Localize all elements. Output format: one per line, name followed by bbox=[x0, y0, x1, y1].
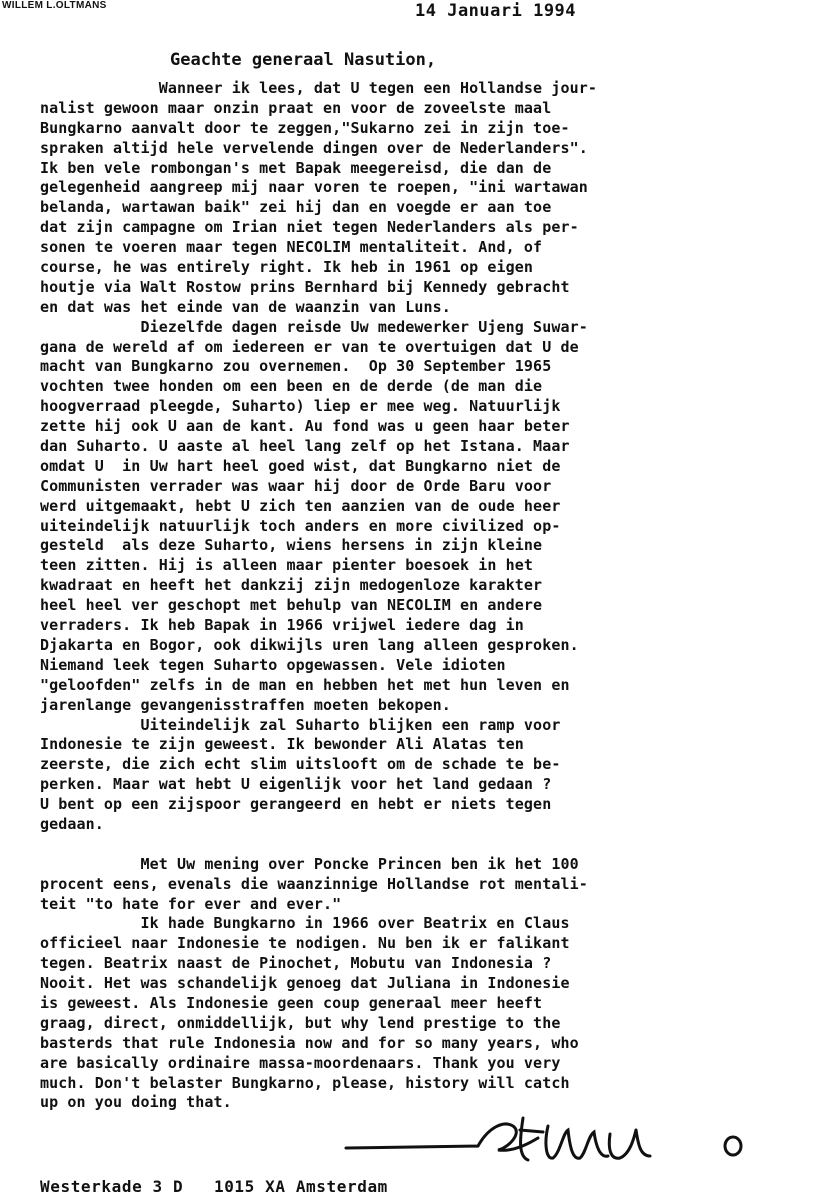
salutation: Geachte generaal Nasution, bbox=[170, 50, 437, 70]
body-line: kwadraat en heeft het dankzij zijn medogenloze karakter bbox=[40, 576, 543, 595]
letter-body bbox=[40, 79, 810, 1113]
body-line: hoogverraad pleegde, Suharto) liep er mee weg. Natuurlijk bbox=[40, 397, 561, 416]
body-line: Ik ben vele rombongan's met Bapak meegereisd, die dan de bbox=[40, 158, 552, 177]
body-line: gelegenheid aangreep mij naar voren te roepen, "ini wartawan bbox=[40, 178, 588, 197]
body-line: "geloofden" zelfs in de man en hebben het met hun leven en bbox=[40, 675, 570, 694]
body-line: Wanneer ik lees, dat U tegen een Hollandse jour- bbox=[40, 79, 597, 97]
body-line: up on you doing that. bbox=[40, 1093, 232, 1112]
body-line: uiteindelijk natuurlijk toch anders en more civilized op- bbox=[40, 516, 561, 535]
body-line: Bungkarno aanvalt door te zeggen,"Sukarno zei in zijn toe- bbox=[40, 118, 570, 137]
body-line: Uiteindelijk zal Suharto blijken een ramp voor bbox=[40, 715, 561, 734]
body-line: werd uitgemaakt, hebt U zich ten aanzien van de oude heer bbox=[40, 496, 561, 515]
body-line: basterds that rule Indonesia now and for so many years, who bbox=[40, 1033, 579, 1052]
body-line: macht van Bungkarno zou overnemen. Op 30 September 1965 bbox=[40, 357, 552, 376]
body-line: U bent op een zijspoor gerangeerd en hebt er niets tegen bbox=[40, 795, 552, 814]
body-line: gesteld als deze Suharto, wiens hersens in zijn kleine bbox=[40, 536, 543, 555]
body-line: dat zijn campagne om Irian niet tegen Nederlanders als per- bbox=[40, 218, 579, 237]
body-line: jarenlange gevangenisstraffen moeten bekopen. bbox=[40, 695, 451, 714]
body-line: en dat was het einde van de waanzin van Luns. bbox=[40, 297, 451, 316]
body-line: zeerste, die zich echt slim uitslooft om de schade te be- bbox=[40, 755, 561, 774]
body-line: is geweest. Als Indonesie geen coup generaal meer heeft bbox=[40, 993, 543, 1012]
body-line: gedaan. bbox=[40, 814, 104, 833]
body-line: zette hij ook U aan de kant. Au fond was u geen haar beter bbox=[40, 417, 570, 436]
body-line: heel heel ver geschopt met behulp van NECOLIM en andere bbox=[40, 596, 543, 615]
body-line: Met Uw mening over Poncke Princen ben ik het 100 bbox=[40, 854, 579, 873]
body-line: Ik hade Bungkarno in 1966 over Beatrix en Claus bbox=[40, 914, 570, 933]
body-line: perken. Maar wat hebt U eigenlijk voor het land gedaan ? bbox=[40, 775, 552, 794]
body-line: vochten twee honden om een been en de derde (de man die bbox=[40, 377, 543, 396]
body-line: graag, direct, onmiddellijk, but why lend prestige to the bbox=[40, 1013, 561, 1032]
body-line: course, he was entirely right. Ik heb in 1961 op eigen bbox=[40, 258, 534, 277]
body-line: gana de wereld af om iedereen er van te overtuigen dat U de bbox=[40, 337, 579, 356]
body-line: procent eens, evenals die waanzinnige Hollandse rot mentali- bbox=[40, 874, 588, 893]
body-line: are basically ordinaire massa-moordenaars. Thank you very bbox=[40, 1053, 561, 1072]
handwritten-signature bbox=[338, 1108, 778, 1180]
body-line: verraders. Ik heb Bapak in 1966 vrijwel iedere dag in bbox=[40, 616, 524, 635]
body-line: dan Suharto. U aaste al heel lang zelf op het Istana. Maar bbox=[40, 437, 570, 456]
body-line: belanda, wartawan baik" zei hij dan en voegde er aan toe bbox=[40, 198, 552, 217]
body-line: Djakarta en Bogor, ook dikwijls uren lang alleen gesproken. bbox=[40, 635, 579, 654]
body-line: sonen te voeren maar tegen NECOLIM mentaliteit. And, of bbox=[40, 238, 543, 257]
body-line: Diezelfde dagen reisde Uw medewerker Ujeng Suwar- bbox=[40, 317, 588, 336]
body-line: Niemand leek tegen Suharto opgewassen. Vele idioten bbox=[40, 655, 506, 674]
body-line: houtje via Walt Rostow prins Bernhard bij Kennedy gebracht bbox=[40, 277, 570, 296]
body-line: officieel naar Indonesie te nodigen. Nu ben ik er falikant bbox=[40, 934, 570, 953]
body-line: teen zitten. Hij is alleen maar pienter boesoek in het bbox=[40, 556, 534, 575]
body-line: Nooit. Het was schandelijk genoeg dat Juliana in Indonesie bbox=[40, 974, 570, 993]
body-line: omdat U in Uw hart heel goed wist, dat Bungkarno niet de bbox=[40, 456, 561, 475]
letterhead: WILLEM L.OLTMANS bbox=[2, 0, 107, 11]
body-line: much. Don't belaster Bungkarno, please, history will catch bbox=[40, 1073, 570, 1092]
body-line: Communisten verrader was waar hij door de Orde Baru voor bbox=[40, 476, 552, 495]
letter-date: 14 Januari 1994 bbox=[415, 1, 577, 21]
body-line: nalist gewoon maar onzin praat en voor de zoveelste maal bbox=[40, 98, 552, 117]
body-line: spraken altijd hele vervelende dingen over de Nederlanders". bbox=[40, 138, 588, 157]
body-line: Indonesie te zijn geweest. Ik bewonder Ali Alatas ten bbox=[40, 735, 524, 754]
body-line: teit "to hate for ever and ever." bbox=[40, 894, 342, 913]
body-line: tegen. Beatrix naast de Pinochet, Mobutu van Indonesia ? bbox=[40, 954, 552, 973]
body-line bbox=[40, 835, 810, 855]
sender-address: Westerkade 3 D 1015 XA Amsterdam bbox=[40, 1177, 388, 1196]
